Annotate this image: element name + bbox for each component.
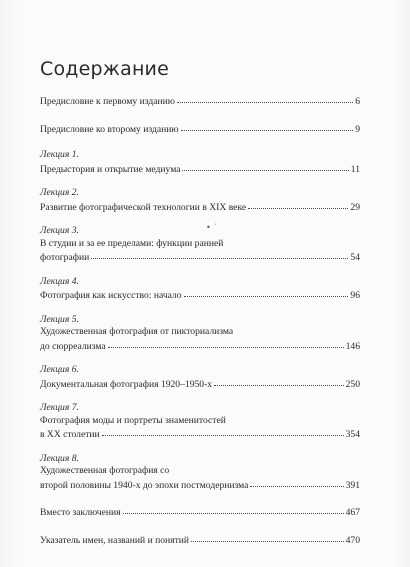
toc-entry-lecture-2 (40, 187, 360, 214)
page-number: 354 (345, 429, 360, 440)
toc-entry-title: Фотография моды и портреты знаменитостей (40, 414, 226, 426)
page-number: 470 (345, 534, 360, 546)
toc-line (40, 415, 360, 428)
toc-entry-title: В студии и за ее пределами: функции ранней (40, 237, 224, 249)
toc-line (40, 238, 360, 251)
toc-line (40, 162, 360, 177)
toc-entry-lecture-7 (40, 402, 360, 442)
toc-line (40, 326, 360, 339)
toc-entry-conclusion (40, 505, 360, 520)
page-number: 54 (350, 252, 360, 263)
dot-leader (182, 162, 348, 172)
page-number: 250 (345, 378, 360, 390)
page-number: 11 (350, 163, 360, 175)
toc-entry-title: Указатель имен, названий и понятий (40, 534, 190, 546)
toc-entry-title-continued: до сюрреализма (40, 340, 106, 352)
page-number: 391 (345, 479, 360, 491)
toc-entry-lecture-6 (40, 364, 360, 391)
toc-line (40, 122, 360, 137)
page-number: 467 (345, 507, 360, 518)
toc-entry-title: Документальная фотография 1920–1950-х (40, 378, 213, 390)
page-number: 9 (355, 123, 360, 135)
toc-entry-title-continued: фотографии (40, 252, 90, 263)
toc-entry-lecture-1 (40, 149, 360, 176)
page-title: Содержание (40, 58, 169, 80)
page-number: 96 (350, 290, 360, 301)
lecture-label: Лекция 7. (40, 402, 79, 413)
toc-entry-index (40, 533, 360, 548)
lecture-label: Лекция 2. (40, 187, 79, 198)
toc-line (40, 94, 360, 109)
dot-leader (184, 288, 349, 298)
toc-line (40, 250, 360, 265)
dot-leader (248, 200, 348, 210)
dot-leader (250, 478, 343, 488)
lecture-label: Лекция 6. (40, 364, 79, 375)
toc-line (40, 288, 360, 303)
toc-entry-title-continued: второй половины 1940-х до эпохи постмодернизма (40, 479, 249, 491)
print-speck: • ˙ (206, 223, 218, 232)
dot-leader (102, 427, 344, 437)
toc-entry-lecture-5 (40, 314, 360, 354)
toc-line (40, 505, 360, 520)
dot-leader (108, 339, 344, 349)
lecture-label: Лекция 8. (40, 452, 79, 464)
toc-entry-lecture-4 (40, 276, 360, 303)
dot-leader (177, 94, 353, 104)
toc-line (40, 465, 360, 478)
toc-line (40, 200, 360, 215)
toc-entry-title: Фотография как искусство: начало (40, 290, 182, 301)
toc-entry-title: Предисловие ко второму изданию (40, 123, 179, 135)
dot-leader (91, 250, 348, 260)
table-of-contents (40, 94, 360, 547)
page-number: 146 (345, 340, 360, 352)
toc-entry-title: Предисловие к первому изданию (40, 96, 175, 107)
toc-entry-title-continued: в XX столетии (40, 429, 100, 440)
toc-entry-title: Предыстория и открытие медиума (40, 163, 181, 175)
page-number: 29 (350, 201, 360, 213)
toc-entry-preface-second (40, 122, 360, 137)
dot-leader (191, 533, 344, 543)
toc-line (40, 339, 360, 354)
dot-leader (181, 122, 354, 132)
toc-entry-title: Развитие фотографической технологии в XIX веке (40, 201, 247, 213)
toc-entry-title: Художественная фотография со (40, 465, 170, 476)
toc-entry-preface-first (40, 94, 360, 109)
toc-entry-title: Вместо заключения (40, 507, 121, 518)
lecture-label: Лекция 5. (40, 313, 79, 325)
toc-line (40, 427, 360, 442)
toc-line (40, 377, 360, 392)
toc-entry-title: Художественная фотография от пикториализма (40, 326, 234, 337)
dot-leader (214, 377, 344, 387)
page-number: 6 (355, 96, 360, 107)
toc-line (40, 478, 360, 493)
lecture-label: Лекция 1. (40, 149, 79, 160)
toc-entry-lecture-8 (40, 453, 360, 493)
toc-entry-lecture-3 (40, 225, 360, 265)
dot-leader (123, 505, 344, 515)
lecture-label: Лекция 4. (40, 275, 79, 287)
lecture-label: Лекция 3. (40, 225, 79, 236)
toc-line (40, 533, 360, 548)
